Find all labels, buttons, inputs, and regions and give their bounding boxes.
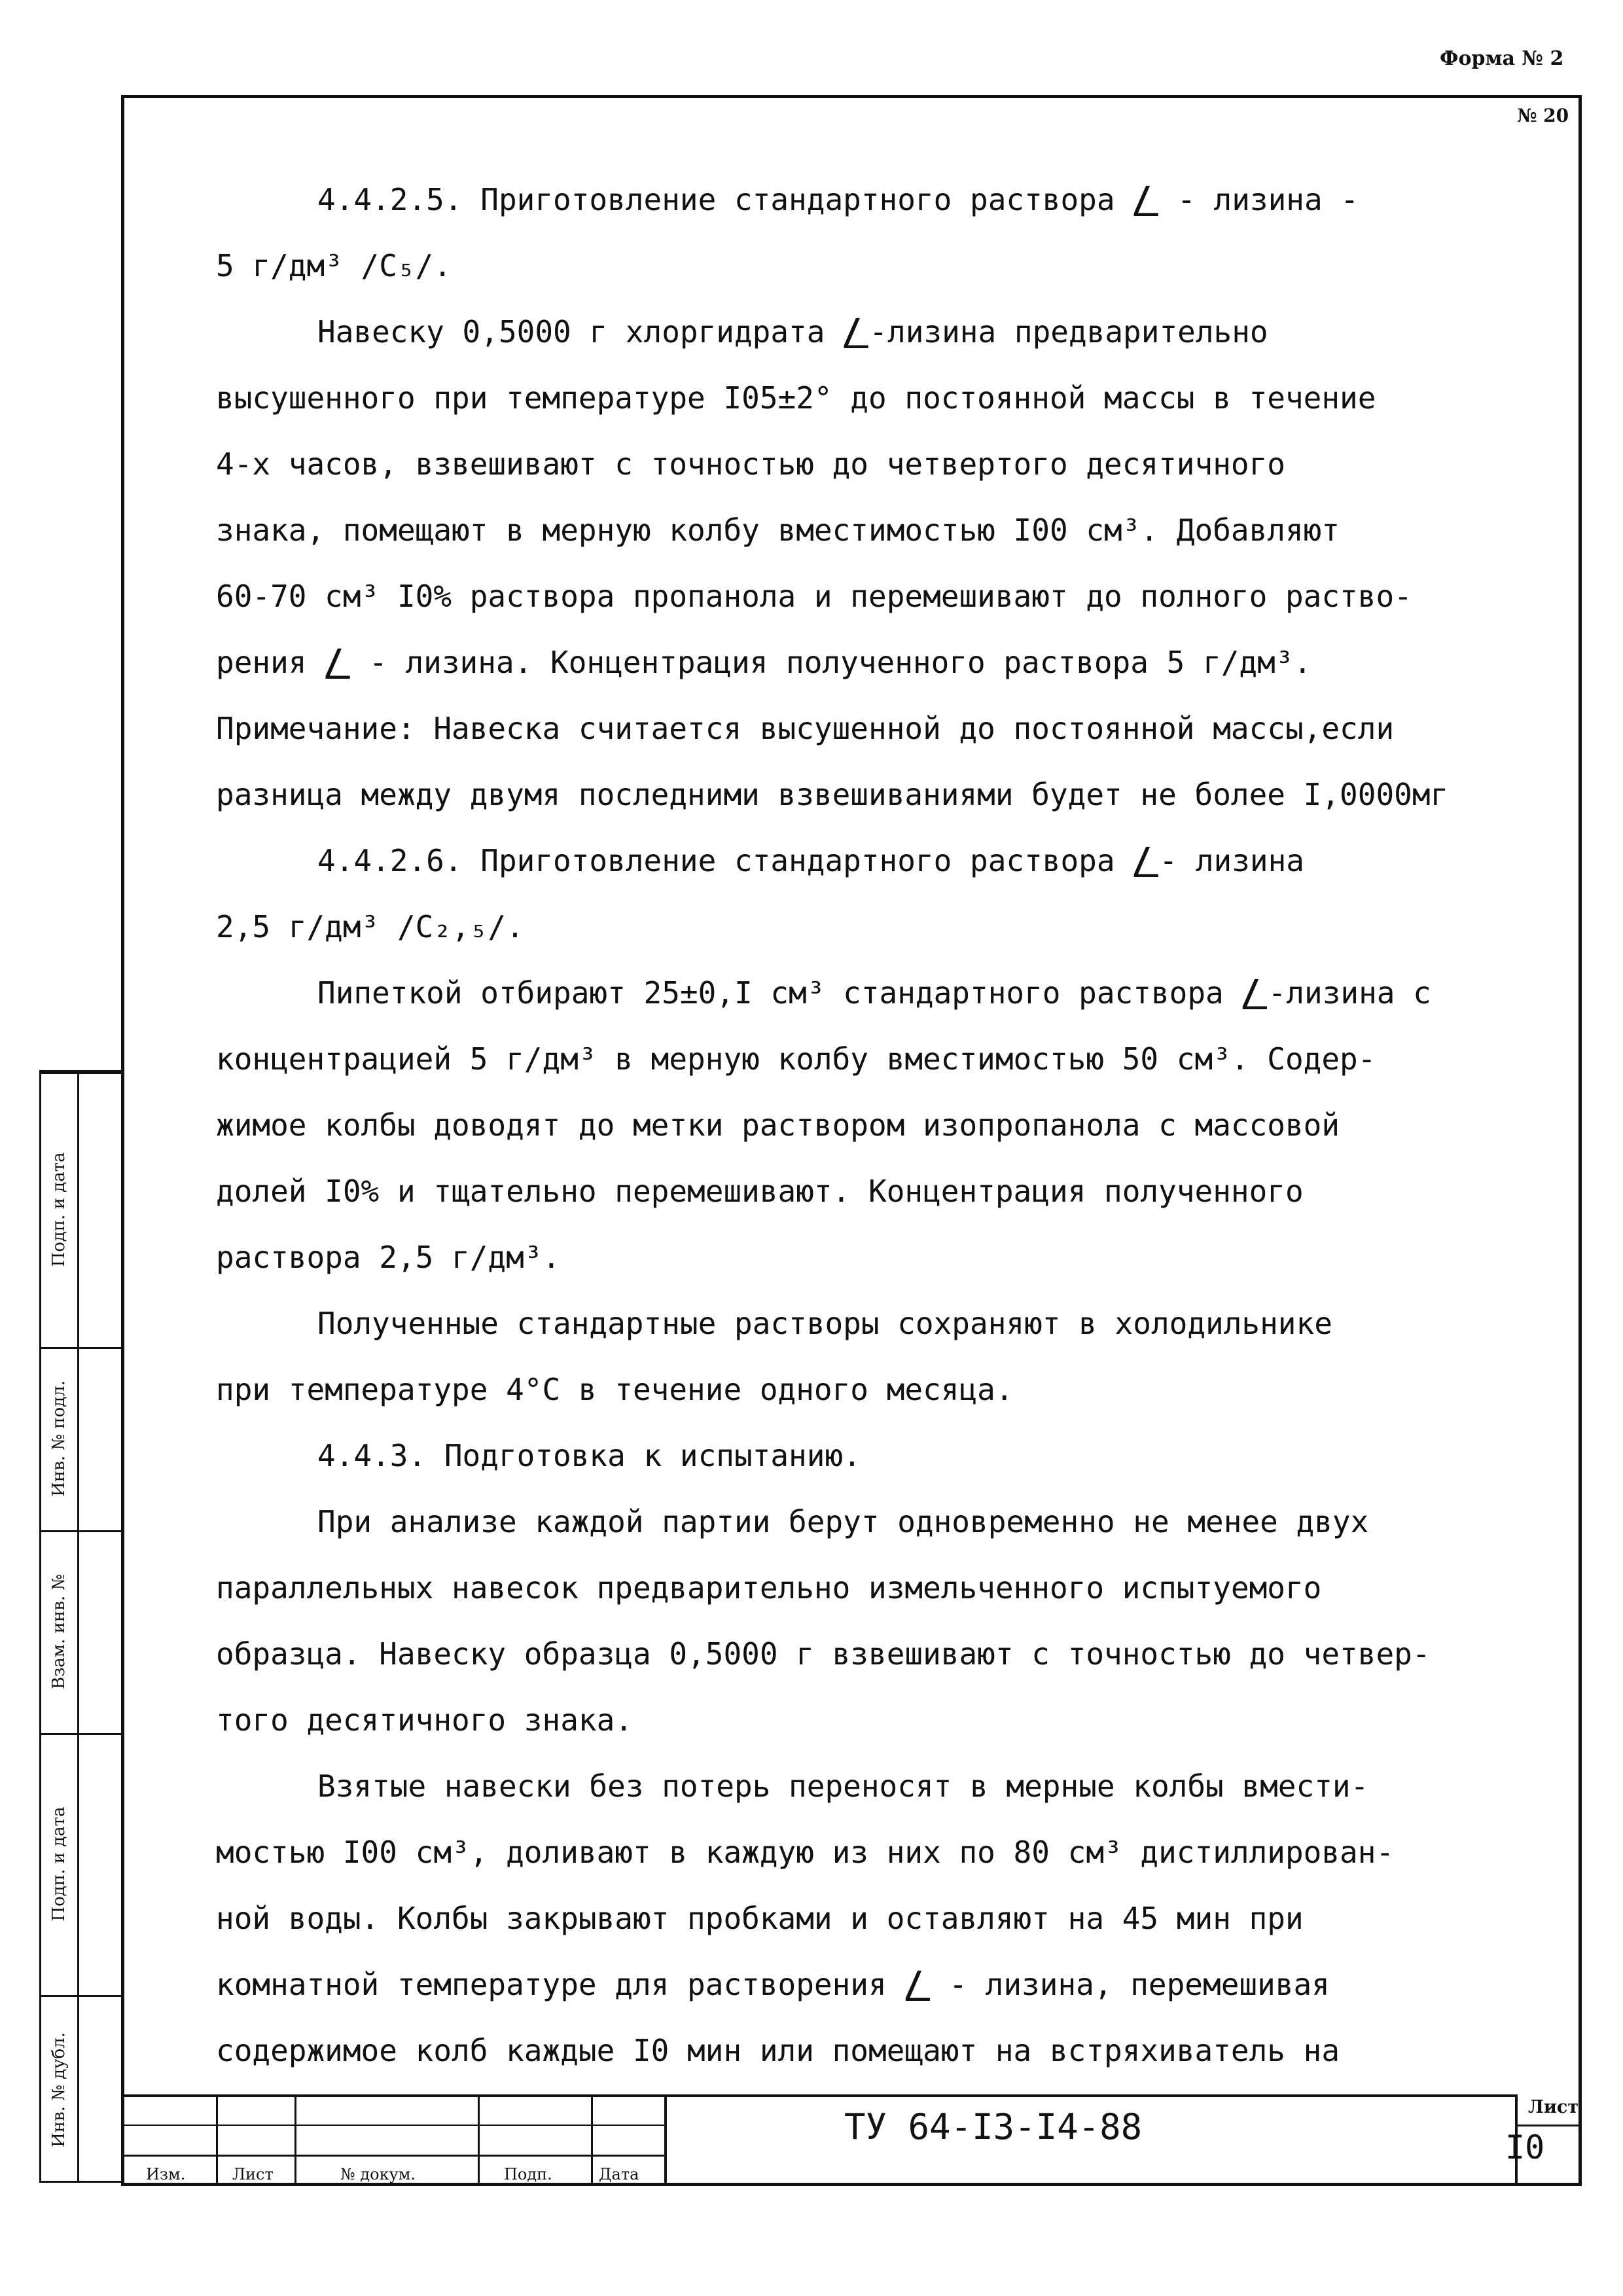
text-line: того десятичного знака. <box>216 1702 633 1738</box>
text-line: раствора 2,5 г/дм³. <box>216 1240 561 1275</box>
form-label: Форма № 2 <box>1440 47 1564 70</box>
text-line: параллельных навесок предварительно измельченного испытуемого <box>216 1570 1322 1605</box>
text-line: Пипеткой отбирают 25±0,I см³ стандартного раствора ⎳-лизина с <box>317 975 1431 1011</box>
stamp-label: Взам. инв. № <box>49 1574 69 1689</box>
text-line: Полученные стандартные растворы сохраняют в холодильнике <box>317 1306 1332 1341</box>
text-line: 4.4.2.6. Приготовление стандартного раствора ⎳- лизина <box>317 843 1305 878</box>
text-line: образца. Навеску образца 0,5000 г взвешивают с точностью до четвер- <box>216 1636 1431 1672</box>
stamp-label: Инв. № подл. <box>49 1380 69 1497</box>
text-line: содержимое колб каждые I0 мин или помещают на встряхиватель на <box>216 2033 1340 2068</box>
stamp-label: Инв. № дубл. <box>49 2032 69 2147</box>
text-line: 60-70 см³ I0% раствора пропанола и перемешивают до полного раство- <box>216 579 1412 614</box>
text-line: Навеску 0,5000 г хлоргидрата ⎳-лизина предварительно <box>317 314 1268 350</box>
text-line: при температуре 4°C в течение одного месяца. <box>216 1372 1014 1407</box>
text-line: высушенного при температуре I05±2° до постоянной массы в течение <box>216 380 1376 416</box>
stamp-label: Подп. и дата <box>49 1806 69 1922</box>
document-body <box>216 167 1544 2084</box>
text-line: Примечание: Навеска считается высушенной до постоянной массы,если <box>216 711 1395 746</box>
text-line: 4-х часов, взвешивают с точностью до четвертого десятичного <box>216 446 1285 482</box>
col-doc: № докум. <box>340 2165 416 2183</box>
sheet-label: Лист <box>1528 2097 1579 2117</box>
text-line: комнатной температуре для растворения ⎳ - лизина, перемешивая <box>216 1967 1330 2002</box>
text-line: долей I0% и тщательно перемешивают. Концентрация полученного <box>216 1174 1304 1209</box>
text-line: разница между двумя последними взвешиваниями будет не более I,0000мг <box>216 777 1449 812</box>
text-line: мостью I00 см³, доливают в каждую из них по 80 см³ дистиллирован- <box>216 1835 1395 1870</box>
text-line: 4.4.2.5. Приготовление стандартного раствора ⎳ - лизина - <box>317 182 1359 217</box>
text-line: концентрацией 5 г/дм³ в мерную колбу вместимостью 50 см³. Содер- <box>216 1041 1376 1077</box>
document-code: ТУ 64-I3-I4-88 <box>844 2106 1143 2147</box>
text-line: жимое колбы доводят до метки раствором изопропанола с массовой <box>216 1107 1340 1143</box>
sheet-number: I0 <box>1505 2128 1545 2166</box>
col-list: Лист <box>232 2165 274 2183</box>
side-stamp <box>39 1070 121 2183</box>
col-date: Дата <box>599 2165 639 2183</box>
text-line: 5 г/дм³ /C₅/. <box>216 248 452 283</box>
text-line: 2,5 г/дм³ /C₂,₅/. <box>216 909 524 944</box>
col-sign: Подп. <box>504 2165 552 2183</box>
stamp-label: Подп. и дата <box>49 1152 69 1267</box>
text-line: рения ⎳ - лизина. Концентрация полученного раствора 5 г/дм³. <box>216 645 1312 680</box>
text-line: знака, помещают в мерную колбу вместимостью I00 см³. Добавляют <box>216 512 1340 548</box>
text-line: 4.4.3. Подготовка к испытанию. <box>317 1438 861 1473</box>
sheet-reference: № 20 <box>1517 105 1569 126</box>
text-line: Взятые навески без потерь переносят в мерные колбы вмести- <box>317 1768 1369 1804</box>
text-line: При анализе каждой партии берут одновременно не менее двух <box>317 1504 1369 1539</box>
text-line: ной воды. Колбы закрывают пробками и оставляют на 45 мин при <box>216 1901 1304 1936</box>
col-izm: Изм. <box>146 2165 186 2183</box>
